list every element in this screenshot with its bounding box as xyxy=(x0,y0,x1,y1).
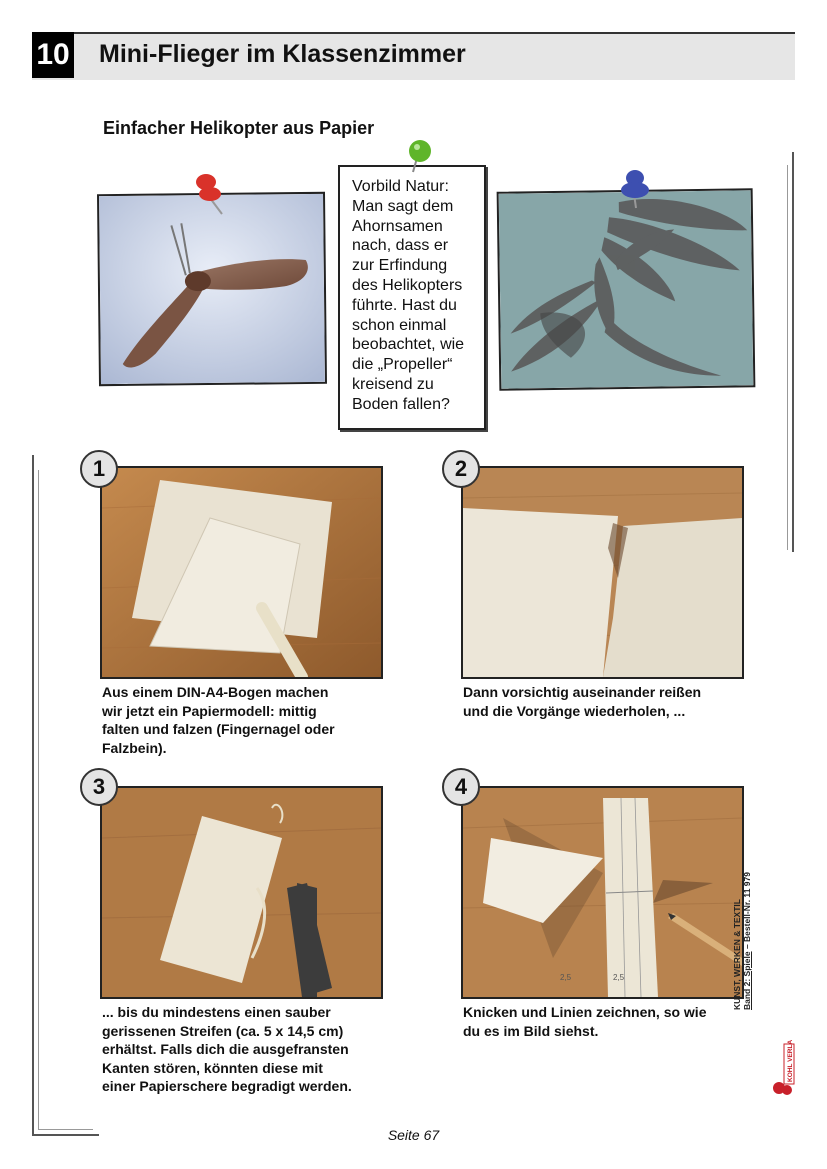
caption-line: und die Vorgänge wiederholen, ... xyxy=(463,702,686,719)
note-line: die „Propeller“ xyxy=(352,356,453,374)
step-4-photo xyxy=(461,786,744,999)
caption-line: falten und falzen (Fingernagel oder xyxy=(102,721,335,737)
note-line: des Helikopters xyxy=(352,276,463,294)
measure-label-left: 2,5 xyxy=(560,973,572,982)
step-4-caption xyxy=(463,1003,763,1040)
caption-line: du es im Bild siehst. xyxy=(463,1022,599,1039)
step-2-caption xyxy=(463,683,763,720)
note-line: beobachtet, wie xyxy=(352,336,465,354)
chapter-title: Mini-Flieger im Klassenzimmer xyxy=(99,40,466,68)
red-pushpin-icon xyxy=(190,168,232,225)
step-1-caption xyxy=(102,683,402,757)
step-1-number: 1 xyxy=(80,450,118,488)
note-line: Boden fallen? xyxy=(352,395,450,413)
nature-note xyxy=(338,165,486,430)
note-line: zur Erfindung xyxy=(352,257,448,275)
publication-series: KUNST, WERKEN & TEXTIL xyxy=(732,899,742,1010)
publication-volume xyxy=(742,820,752,1010)
caption-line: Falzbein). xyxy=(102,739,167,756)
caption-line: Knicken und Linien zeichnen, so wie xyxy=(463,1004,707,1020)
caption-line: Kanten stören, könnten diese mit xyxy=(102,1059,323,1076)
step-3-photo xyxy=(100,786,383,999)
caption-line: gerissenen Streifen (ca. 5 x 14,5 cm) xyxy=(102,1022,344,1039)
step-4-number: 4 xyxy=(442,768,480,806)
step-1-photo xyxy=(100,466,383,679)
caption-line: erhältst. Falls dich die ausgefransten xyxy=(102,1041,349,1057)
falling-seeds-photo xyxy=(497,188,756,391)
publication-band: Band 2: Spiele xyxy=(742,951,752,1010)
publisher-name: KOHL VERLAG xyxy=(787,1040,794,1082)
note-line: führte. Hast du xyxy=(352,296,457,314)
note-line: Vorbild Natur: xyxy=(352,178,449,195)
note-line: nach, dass er xyxy=(352,237,449,255)
left-margin-line xyxy=(38,470,39,1130)
step-3-caption xyxy=(102,1003,402,1096)
publication-order-number: – Bestell-Nr. 11 979 xyxy=(742,872,752,952)
caption-line: ... bis du mindestens einen sauber xyxy=(102,1004,331,1020)
publisher-logo xyxy=(770,1040,798,1100)
caption-line: wir jetzt ein Papiermodell: mittig xyxy=(102,702,317,719)
right-margin-line xyxy=(787,165,788,550)
note-line: schon einmal xyxy=(352,316,447,334)
section-title: Einfacher Helikopter aus Papier xyxy=(103,118,375,138)
note-line: Man sagt dem xyxy=(352,197,454,215)
step-2-number: 2 xyxy=(442,450,480,488)
blue-pushpin-icon xyxy=(618,168,652,215)
caption-line: einer Papierschere begradigt werden. xyxy=(102,1078,352,1094)
measure-label-right: 2,5 xyxy=(613,973,625,982)
caption-line: Dann vorsichtig auseinander reißen xyxy=(463,684,702,700)
publication-info xyxy=(732,820,752,1010)
note-line: kreisend zu xyxy=(352,375,434,393)
step-2-photo xyxy=(461,466,744,679)
chapter-number: 10 xyxy=(32,32,74,78)
note-line: Ahornsamen xyxy=(352,217,443,235)
left-margin-line xyxy=(32,455,34,1135)
page-number: Seite 67 xyxy=(387,1127,440,1143)
caption-line: Aus einem DIN-A4-Bogen machen xyxy=(102,684,329,700)
green-pushpin-icon xyxy=(404,138,434,179)
right-margin-line xyxy=(792,152,794,552)
step-3-number: 3 xyxy=(80,768,118,806)
